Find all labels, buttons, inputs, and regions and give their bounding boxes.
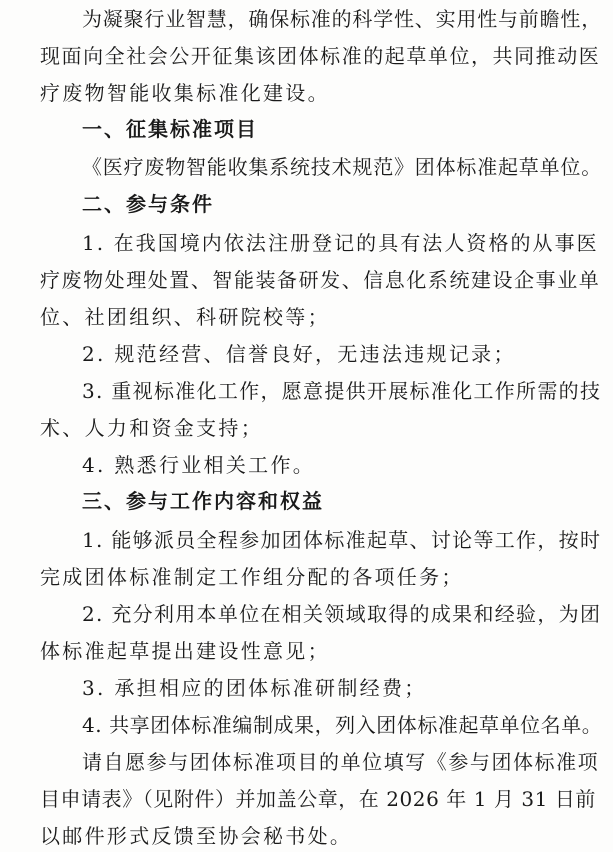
intro-line-1: 为凝聚行业智慧，确保标准的科学性、实用性与前瞻性， <box>82 7 602 31</box>
intro-line-2: 现面向全社会公开征集该团体标准的起草单位，共同推动医 <box>40 44 601 68</box>
closing-line-2: 目申请表》（见附件）并加盖公章，在 2026 年 1 月 31 日前 <box>40 787 596 811</box>
section2-item2: 2. 规范经营、信誉良好，无违法违规记录； <box>82 342 516 366</box>
section3-item4: 4. 共享团体标准编制成果，列入团体标准起草单位名单。 <box>82 713 603 737</box>
section3-heading: 三、参与工作内容和权益 <box>82 489 324 513</box>
section2-item4: 4. 熟悉行业相关工作。 <box>82 453 316 477</box>
section2-item1-line1: 1. 在我国境内依法注册登记的具有法人资格的从事医 <box>82 231 599 255</box>
section2-item3-line1: 3. 重视标准化工作，愿意提供开展标准化工作所需的技 <box>82 379 602 403</box>
section2-heading: 二、参与条件 <box>82 192 214 216</box>
section2-item3-line2: 术、人力和资金支持； <box>40 416 263 440</box>
section1-text: 《医疗废物智能收集系统技术规范》团体标准起草单位。 <box>82 155 602 179</box>
section2-item1-line3: 位、社团组织、科研院校等； <box>40 305 330 329</box>
section3-item2-line1: 2. 充分利用本单位在相关领域取得的成果和经验，为团 <box>82 602 602 626</box>
section2-item1-line2: 疗废物处理处置、智能装备研发、信息化系统建设企事业单 <box>40 268 601 292</box>
section3-item1-line1: 1. 能够派员全程参加团体标准起草、讨论等工作，按时 <box>82 528 602 552</box>
intro-line-3: 疗废物智能收集标准化建设。 <box>40 81 330 105</box>
section3-item1-line2: 完成团体标准制定工作组分配的各项任务； <box>40 565 464 589</box>
section3-item3: 3. 承担相应的团体标准研制经费； <box>82 676 427 700</box>
closing-line-3: 以邮件形式反馈至协会秘书处。 <box>40 824 353 848</box>
closing-line-1: 请自愿参与团体标准项目的单位填写《参与团体标准项 <box>82 750 600 774</box>
section3-item2-line2: 体标准起草提出建设性意见； <box>40 639 330 663</box>
section1-heading: 一、征集标准项目 <box>82 117 258 141</box>
